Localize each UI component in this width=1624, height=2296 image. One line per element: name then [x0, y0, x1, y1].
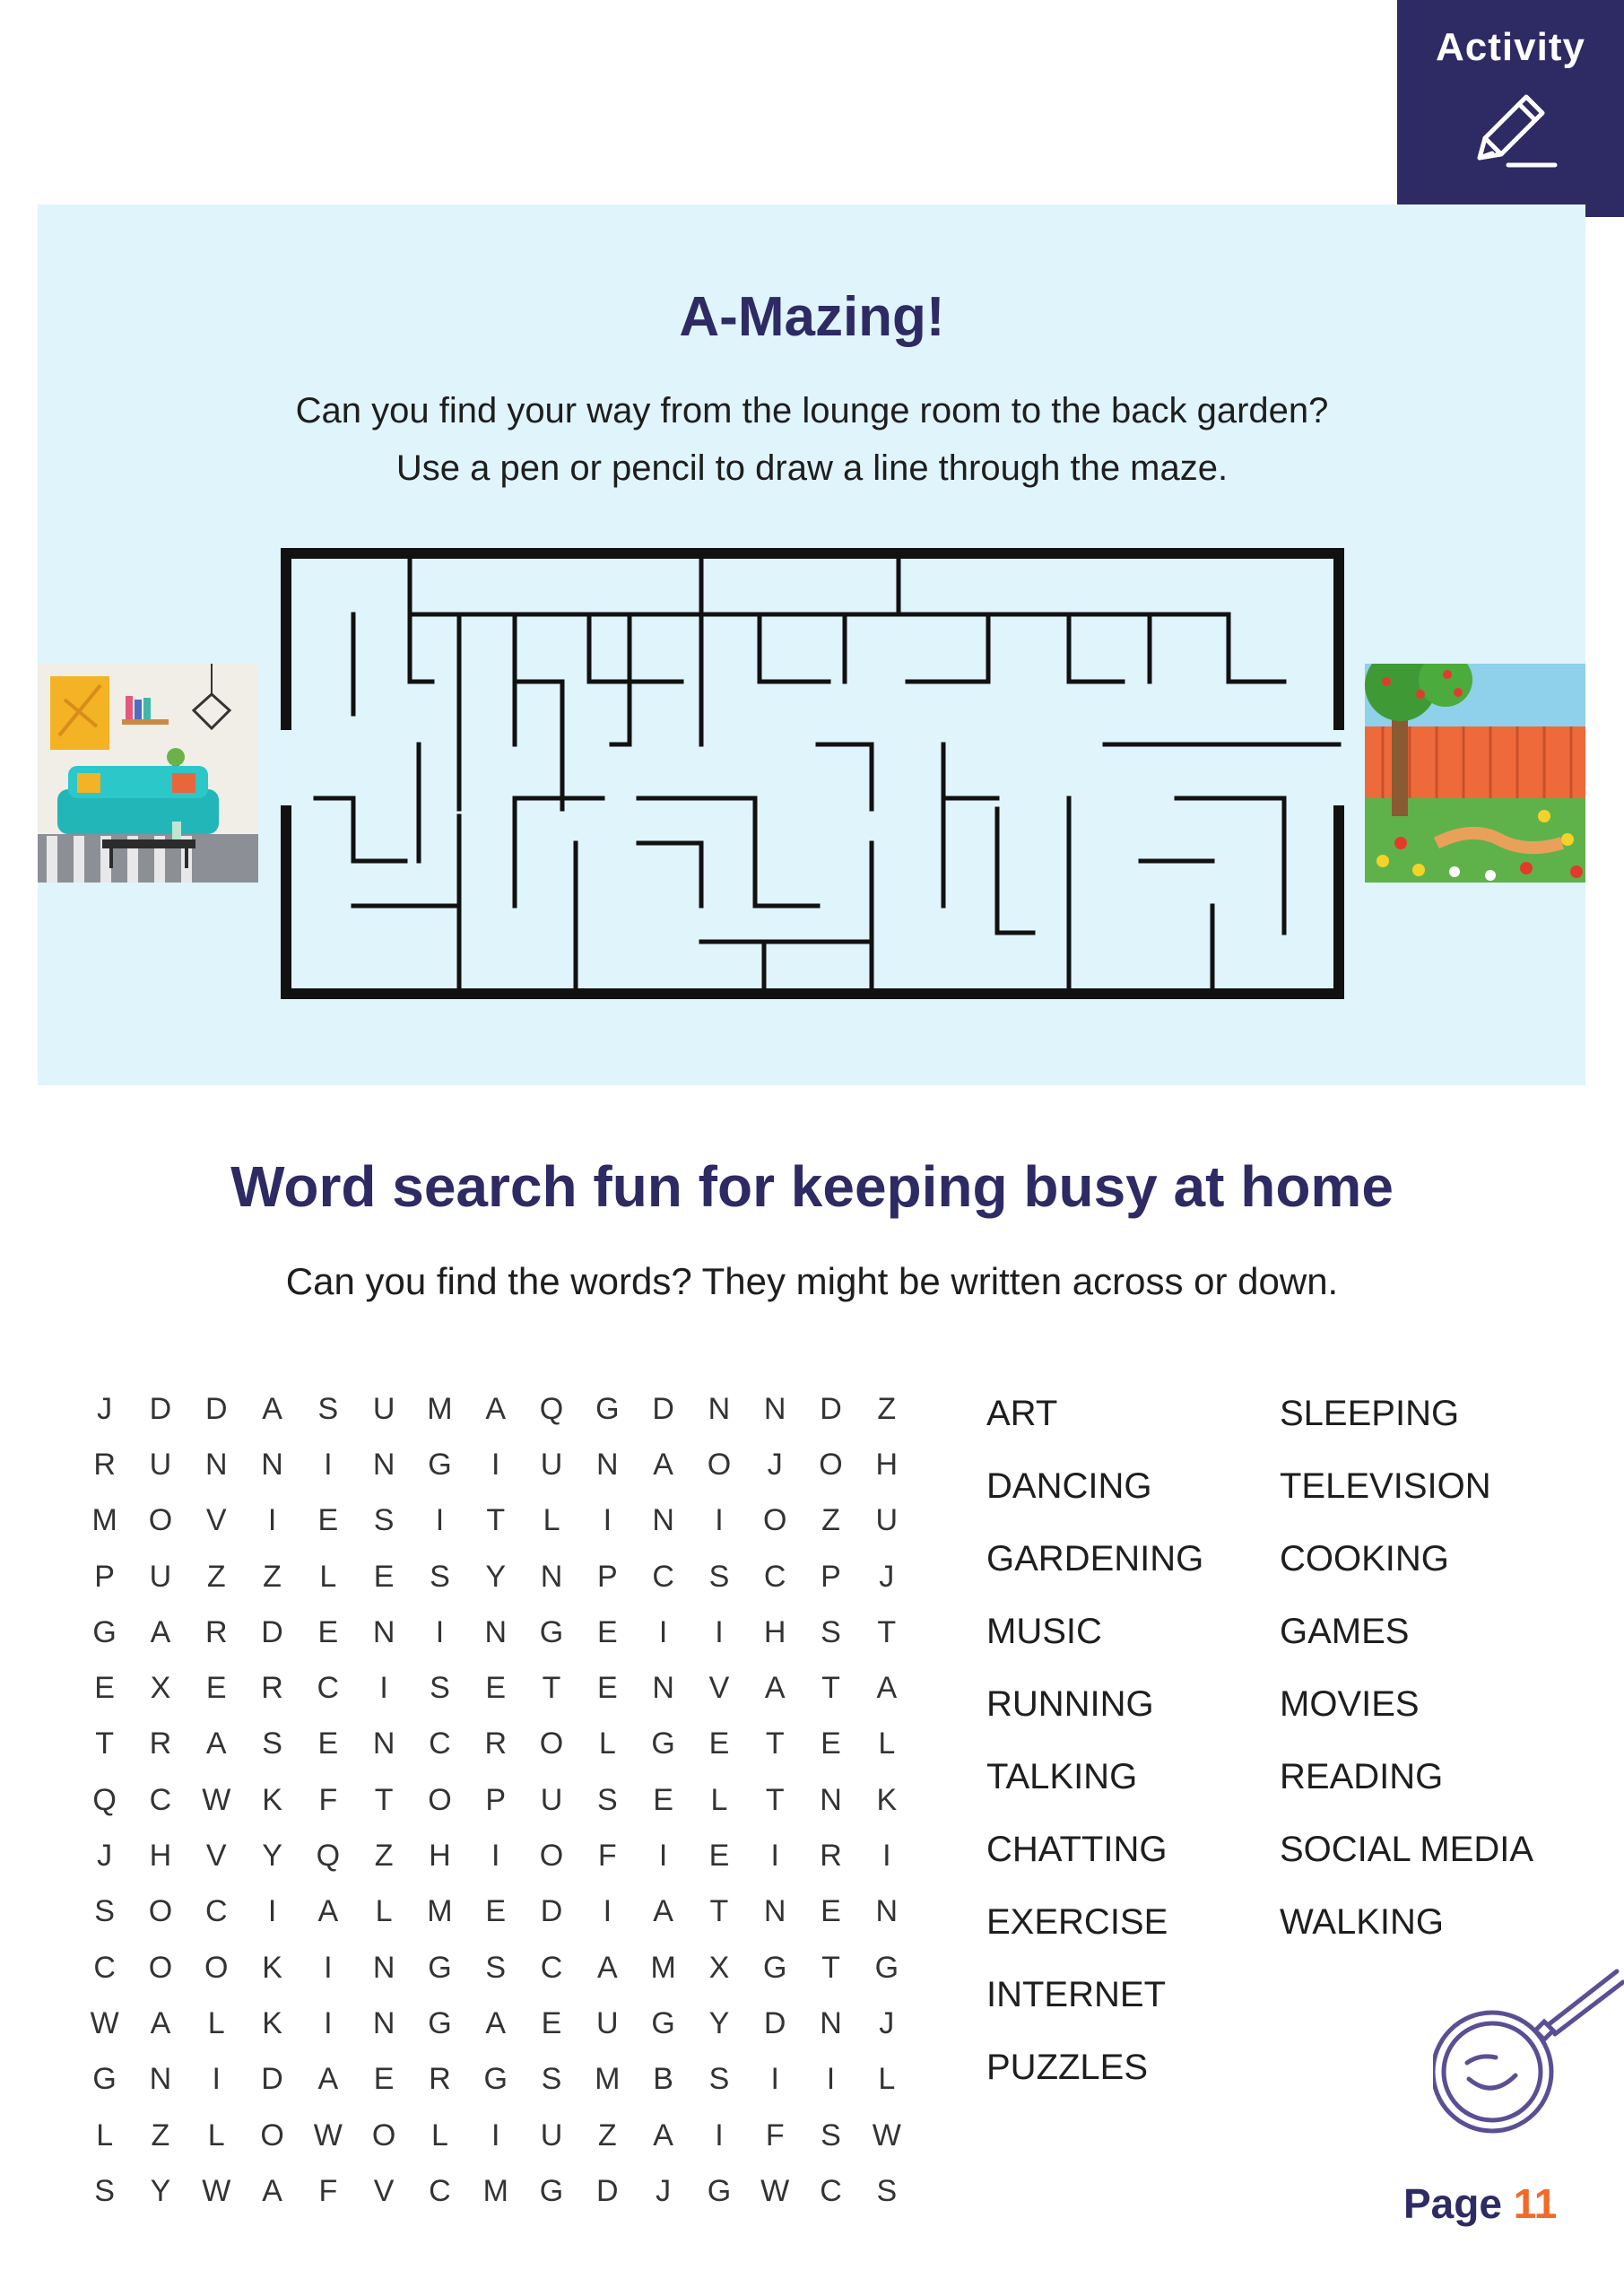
grid-letter: R: [93, 1447, 117, 1482]
grid-letter: Z: [263, 1559, 282, 1594]
grid-letter: K: [262, 1782, 283, 1817]
grid-letter: S: [821, 1614, 842, 1649]
grid-letter: A: [485, 1391, 508, 1426]
grid-letter: W: [760, 2173, 791, 2208]
grid-letter: S: [596, 1782, 619, 1817]
grid-letter: G: [539, 2173, 565, 2208]
maze-instructions-1: Can you find your way from the lounge room to the back garden?: [295, 391, 1329, 430]
lounge-room-illustration: [38, 664, 258, 883]
grid-letter: N: [372, 1447, 396, 1482]
grid-letter: C: [204, 1894, 229, 1929]
word-search-grid: [77, 1381, 915, 2219]
grid-letter: E: [708, 1839, 731, 1874]
grid-letter: L: [710, 1782, 729, 1817]
magnifying-glass-icon: [1433, 1964, 1624, 2144]
grid-letter: P: [596, 1559, 619, 1594]
grid-letter: A: [485, 2005, 508, 2040]
grid-letter: Y: [150, 2173, 172, 2208]
grid-letter: Y: [262, 1839, 283, 1874]
grid-letter: U: [875, 1503, 899, 1538]
grid-letter: O: [539, 1726, 565, 1761]
grid-letter: O: [148, 1950, 174, 1985]
grid-letter: C: [429, 1726, 452, 1761]
grid-letter: O: [260, 2118, 285, 2152]
grid-letter: N: [596, 1447, 620, 1482]
grid-letter: T: [709, 1894, 730, 1929]
grid-letter: I: [491, 1447, 501, 1482]
grid-letter: O: [204, 1950, 230, 1985]
word-list-item: ART: [986, 1394, 1058, 1433]
grid-letter: Z: [821, 1503, 841, 1538]
grid-letter: D: [652, 1391, 675, 1426]
grid-letter: L: [543, 1503, 561, 1538]
grid-letter: T: [765, 1782, 786, 1817]
grid-letter: M: [595, 2062, 621, 2097]
grid-letter: S: [708, 2062, 731, 2097]
grid-letter: T: [821, 1950, 841, 1985]
grid-letter: W: [202, 1782, 232, 1817]
grid-letter: A: [317, 2062, 340, 2097]
word-list-item: MOVIES: [1280, 1684, 1420, 1724]
grid-letter: I: [715, 1614, 725, 1649]
grid-letter: S: [94, 2173, 116, 2208]
grid-letter: L: [430, 2118, 449, 2152]
grid-letter: G: [483, 2062, 508, 2097]
grid-letter: T: [542, 1671, 562, 1706]
grid-letter: N: [875, 1894, 899, 1929]
grid-letter: A: [262, 1391, 283, 1426]
grid-letter: Y: [485, 1559, 508, 1594]
grid-letter: P: [94, 1559, 116, 1594]
grid-letter: G: [762, 1950, 788, 1985]
grid-letter: E: [373, 2062, 395, 2097]
grid-letter: N: [484, 1614, 508, 1649]
grid-letter: L: [319, 1559, 338, 1594]
grid-letter: E: [821, 1726, 842, 1761]
grid-letter: E: [485, 1894, 508, 1929]
grid-letter: U: [372, 1391, 396, 1426]
grid-letter: I: [826, 2062, 837, 2097]
grid-letter: D: [261, 1614, 284, 1649]
grid-letter: J: [656, 2173, 673, 2208]
grid-letter: X: [150, 1671, 172, 1706]
grid-letter: D: [261, 2062, 284, 2097]
grid-letter: I: [324, 1950, 334, 1985]
word-list-item: MUSIC: [986, 1612, 1102, 1651]
grid-letter: O: [428, 1782, 453, 1817]
grid-letter: C: [429, 2173, 452, 2208]
word-list-column-1: [986, 1387, 1203, 2113]
word-list-item: GARDENING: [986, 1539, 1204, 1578]
grid-letter: C: [317, 1671, 341, 1706]
grid-letter: A: [150, 1614, 172, 1649]
grid-letter: H: [429, 1839, 452, 1874]
grid-letter: I: [658, 1839, 669, 1874]
grid-letter: Q: [316, 1839, 342, 1874]
grid-letter: C: [820, 2173, 843, 2208]
maze: [280, 547, 1345, 1000]
grid-letter: Y: [708, 2005, 731, 2040]
grid-letter: A: [653, 1447, 674, 1482]
grid-letter: E: [373, 1559, 395, 1594]
grid-letter: U: [540, 2118, 564, 2152]
grid-letter: N: [149, 2062, 173, 2097]
grid-letter: G: [874, 1950, 900, 1985]
grid-letter: D: [149, 1391, 173, 1426]
grid-letter: O: [707, 1447, 733, 1482]
grid-letter: I: [770, 1839, 780, 1874]
grid-letter: I: [212, 2062, 221, 2097]
grid-letter: R: [820, 1839, 843, 1874]
grid-letter: N: [820, 1782, 843, 1817]
activity-label: Activity: [1436, 25, 1585, 69]
grid-letter: C: [763, 1559, 787, 1594]
grid-letter: V: [373, 2173, 395, 2208]
grid-letter: R: [429, 2062, 452, 2097]
grid-letter: T: [374, 1782, 395, 1817]
grid-letter: N: [372, 1950, 396, 1985]
grid-letter: S: [94, 1894, 116, 1929]
grid-letter: N: [763, 1894, 787, 1929]
grid-letter: H: [875, 1447, 899, 1482]
grid-letter: A: [262, 2173, 283, 2208]
grid-letter: A: [764, 1671, 786, 1706]
grid-letter: G: [428, 1950, 453, 1985]
grid-letter: N: [820, 2005, 843, 2040]
grid-letter: H: [149, 1839, 173, 1874]
grid-letter: J: [767, 1447, 784, 1482]
grid-letter: G: [92, 1614, 117, 1649]
grid-letter: O: [819, 1447, 844, 1482]
word-list-item: SLEEPING: [1280, 1394, 1460, 1433]
word-list-item: TALKING: [986, 1757, 1138, 1796]
word-list-item: READING: [1280, 1757, 1444, 1796]
grid-letter: S: [317, 1391, 340, 1426]
grid-letter: F: [765, 2118, 786, 2152]
grid-letter: S: [541, 2062, 563, 2097]
grid-letter: S: [262, 1726, 283, 1761]
grid-letter: S: [876, 2173, 899, 2208]
grid-letter: R: [261, 1671, 284, 1706]
grid-letter: G: [651, 1726, 676, 1761]
grid-letter: S: [708, 1559, 731, 1594]
grid-letter: N: [372, 1614, 396, 1649]
grid-letter: I: [658, 1614, 669, 1649]
grid-letter: G: [428, 2005, 453, 2040]
grid-letter: P: [821, 1559, 842, 1594]
word-list-item: COOKING: [1280, 1539, 1449, 1578]
word-list-item: PUZZLES: [986, 2048, 1149, 2087]
grid-letter: N: [261, 1447, 284, 1482]
grid-letter: O: [148, 1894, 174, 1929]
grid-letter: R: [149, 1726, 173, 1761]
grid-letter: C: [652, 1559, 675, 1594]
grid-letter: E: [317, 1614, 340, 1649]
grid-letter: A: [596, 1950, 619, 1985]
grid-letter: A: [150, 2005, 172, 2040]
grid-letter: J: [97, 1391, 114, 1426]
grid-letter: N: [372, 2005, 396, 2040]
grid-letter: I: [379, 1671, 389, 1706]
grid-letter: I: [435, 1503, 446, 1538]
grid-letter: I: [715, 2118, 725, 2152]
grid-letter: I: [770, 2062, 780, 2097]
grid-letter: N: [540, 1559, 564, 1594]
grid-letter: A: [317, 1894, 340, 1929]
grid-letter: L: [207, 2118, 226, 2152]
grid-letter: I: [435, 1614, 446, 1649]
grid-letter: A: [876, 1671, 899, 1706]
grid-letter: E: [317, 1726, 340, 1761]
grid-letter: E: [708, 1726, 731, 1761]
word-search-instructions: Can you find the words? They might be written across or down.: [285, 1260, 1339, 1302]
word-list-item: GAMES: [1280, 1612, 1410, 1651]
grid-letter: E: [596, 1671, 619, 1706]
grid-letter: U: [149, 1447, 173, 1482]
word-list-item: CHATTING: [986, 1830, 1168, 1869]
grid-letter: I: [324, 2005, 334, 2040]
grid-letter: U: [149, 1559, 173, 1594]
grid-letter: R: [204, 1614, 229, 1649]
grid-letter: A: [653, 2118, 674, 2152]
grid-letter: E: [94, 1671, 116, 1706]
grid-letter: M: [650, 1950, 677, 1985]
word-list-column-2: [1280, 1387, 1533, 1968]
grid-letter: V: [205, 1503, 228, 1538]
grid-letter: M: [427, 1894, 454, 1929]
grid-letter: I: [882, 1839, 892, 1874]
grid-letter: I: [267, 1894, 278, 1929]
grid-letter: I: [603, 1894, 613, 1929]
grid-letter: F: [597, 1839, 618, 1874]
grid-letter: G: [428, 1447, 453, 1482]
grid-letter: K: [262, 2005, 283, 2040]
grid-letter: D: [204, 1391, 229, 1426]
maze-title: A-Mazing!: [679, 286, 945, 348]
grid-letter: T: [486, 1503, 507, 1538]
grid-letter: E: [485, 1671, 508, 1706]
word-list-item: RUNNING: [986, 1684, 1154, 1724]
grid-letter: E: [205, 1671, 228, 1706]
grid-letter: O: [539, 1839, 565, 1874]
grid-letter: S: [430, 1559, 451, 1594]
grid-letter: T: [821, 1671, 841, 1706]
grid-letter: Z: [597, 2118, 618, 2152]
grid-letter: S: [430, 1671, 451, 1706]
grid-letter: C: [540, 1950, 564, 1985]
grid-letter: N: [204, 1447, 229, 1482]
back-garden-illustration: [1365, 664, 1585, 883]
grid-letter: K: [876, 1782, 899, 1817]
grid-letter: G: [539, 1614, 565, 1649]
grid-letter: Q: [539, 1391, 565, 1426]
grid-letter: W: [202, 2173, 232, 2208]
grid-letter: O: [762, 1503, 788, 1538]
word-list-item: DANCING: [986, 1466, 1152, 1506]
grid-letter: E: [653, 1782, 674, 1817]
grid-letter: E: [596, 1614, 619, 1649]
grid-letter: C: [149, 1782, 173, 1817]
grid-letter: U: [540, 1782, 564, 1817]
word-list-item: SOCIAL MEDIA: [1280, 1830, 1534, 1869]
grid-letter: M: [482, 2173, 509, 2208]
grid-letter: U: [596, 2005, 620, 2040]
grid-letter: S: [821, 2118, 842, 2152]
maze-instructions-2: Use a pen or pencil to draw a line through the maze.: [395, 448, 1229, 488]
grid-letter: J: [879, 1559, 896, 1594]
grid-letter: G: [651, 2005, 676, 2040]
word-search-title: Word search fun for keeping busy at home: [230, 1154, 1394, 1219]
grid-letter: Q: [92, 1782, 117, 1817]
grid-letter: Z: [206, 1559, 227, 1594]
grid-letter: V: [708, 1671, 731, 1706]
grid-letter: S: [373, 1503, 395, 1538]
grid-letter: B: [653, 2062, 674, 2097]
grid-letter: A: [205, 1726, 228, 1761]
grid-letter: T: [765, 1726, 786, 1761]
activity-tab: [1397, 0, 1624, 217]
grid-letter: I: [603, 1503, 613, 1538]
word-list-item: WALKING: [1280, 1902, 1444, 1942]
grid-letter: G: [707, 2173, 733, 2208]
grid-letter: S: [485, 1950, 508, 1985]
grid-letter: T: [877, 1614, 898, 1649]
grid-letter: J: [879, 2005, 896, 2040]
grid-letter: L: [878, 1726, 897, 1761]
pencil-icon: [1462, 88, 1560, 174]
grid-letter: N: [652, 1503, 675, 1538]
page-number-value: 11: [1513, 2180, 1558, 2227]
grid-letter: N: [708, 1391, 732, 1426]
grid-letter: W: [90, 2005, 120, 2040]
grid-letter: K: [262, 1950, 283, 1985]
grid-letter: D: [820, 1391, 843, 1426]
grid-letter: Z: [374, 1839, 395, 1874]
grid-letter: E: [821, 1894, 842, 1929]
grid-letter: T: [95, 1726, 116, 1761]
grid-letter: N: [372, 1726, 396, 1761]
grid-letter: M: [91, 1503, 118, 1538]
grid-letter: I: [324, 1447, 334, 1482]
grid-letter: J: [97, 1839, 114, 1874]
grid-letter: G: [595, 1391, 621, 1426]
word-list-item: TELEVISION: [1280, 1466, 1491, 1506]
grid-letter: H: [763, 1614, 787, 1649]
grid-letter: I: [491, 1839, 501, 1874]
grid-letter: L: [207, 2005, 226, 2040]
grid-letter: L: [375, 1894, 394, 1929]
grid-letter: U: [540, 1447, 564, 1482]
grid-letter: W: [313, 2118, 343, 2152]
grid-letter: I: [491, 2118, 501, 2152]
grid-letter: N: [763, 1391, 787, 1426]
grid-letter: L: [96, 2118, 115, 2152]
grid-letter: O: [148, 1503, 174, 1538]
grid-letter: Z: [151, 2118, 171, 2152]
grid-letter: X: [708, 1950, 731, 1985]
page-label: Page: [1403, 2180, 1502, 2227]
grid-letter: L: [878, 2062, 897, 2097]
grid-letter: Z: [877, 1391, 898, 1426]
page-number: [1403, 2179, 1557, 2228]
grid-letter: P: [485, 1782, 508, 1817]
grid-letter: I: [267, 1503, 278, 1538]
grid-letter: V: [205, 1839, 228, 1874]
word-list-item: EXERCISE: [986, 1902, 1168, 1942]
grid-letter: D: [596, 2173, 620, 2208]
grid-letter: R: [484, 1726, 508, 1761]
grid-letter: F: [318, 2173, 339, 2208]
grid-letter: M: [427, 1391, 454, 1426]
grid-letter: C: [93, 1950, 117, 1985]
grid-letter: W: [872, 2118, 902, 2152]
grid-letter: D: [763, 2005, 787, 2040]
grid-letter: A: [653, 1894, 674, 1929]
grid-letter: E: [541, 2005, 563, 2040]
grid-letter: E: [317, 1503, 340, 1538]
grid-letter: L: [598, 1726, 617, 1761]
grid-letter: O: [371, 2118, 397, 2152]
grid-letter: F: [318, 1782, 339, 1817]
grid-letter: I: [715, 1503, 725, 1538]
grid-letter: G: [92, 2062, 117, 2097]
grid-letter: N: [652, 1671, 675, 1706]
grid-letter: D: [540, 1894, 564, 1929]
word-list-item: INTERNET: [986, 1975, 1166, 2014]
